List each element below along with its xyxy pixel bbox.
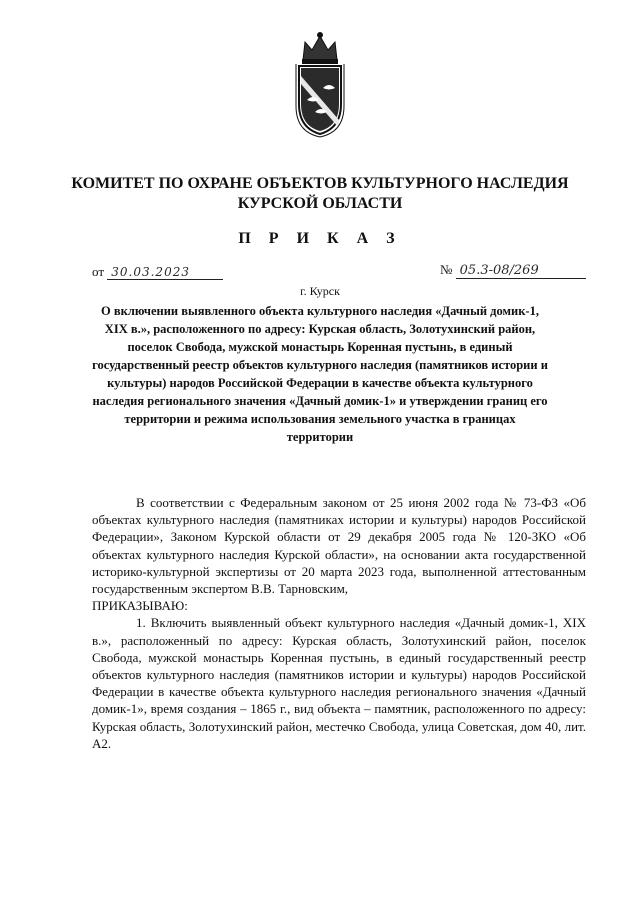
order-title: О включении выявленного объекта культурного наследия «Дачный домик-1, XIX в.», расположенного по адресу: Курская область, Золотухинский район, поселок Свобода, мужской монастырь Коренная пустынь, в единый государственный реестр объектов культурного наследия (памятников истории и культуры) народов Российской Федерации в качестве объекта культурного наследия регионального значения «Дачный домик-1» и утверждении границ его территории и режима использования земельного участка в границах территории xyxy=(92,304,548,444)
document-body xyxy=(92,494,586,752)
city: г. Курск xyxy=(300,284,340,298)
document-type: П Р И К А З xyxy=(238,230,402,247)
order-number xyxy=(440,262,586,279)
handwritten-date: 30.03.2023 xyxy=(107,265,223,280)
coat-of-arms-emblem xyxy=(293,30,347,138)
order-date xyxy=(92,264,223,280)
date-prefix: от xyxy=(92,264,105,279)
preamble-paragraph: В соответствии с Федеральным законом от 25 июня 2002 года № 73-ФЗ «Об объектах культурного наследия (памятниках истории и культуры) народов Российской Федерации», Законом Курской области от 29 декабря 2005 года № 120-ЗКО «Об объектах культурного наследия Курской области», на основании акта государственной историко-культурной экспертизы от 20 марта 2023 года, выполненной аттестованным государственным экспертом В.В. Тарновским, xyxy=(92,495,586,597)
organization-name: КОМИТЕТ ПО ОХРАНЕ ОБЪЕКТОВ КУЛЬТУРНОГО НАСЛЕДИЯ КУРСКОЙ ОБЛАСТИ xyxy=(71,175,569,212)
item-1-paragraph: 1. Включить выявленный объект культурного наследия «Дачный домик-1, XIX в.», расположенный по адресу: Курская область, Золотухинский район, поселок Свобода, мужской монастырь Коренная пустынь, в единый государственный реестр объектов культурного наследия (памятников истории и культуры) народов Российской Федерации в качестве объекта культурного наследия регионального значения «Дачный домик-1», время создания – 1865 г., вид объекта – памятник, расположенного по адресу: Курская область, Золотухинский район, местечко Свобода, улица Советская, дом 40, лит. А2. xyxy=(92,615,586,751)
number-prefix: № xyxy=(440,262,453,277)
order-word: ПРИКАЗЫВАЮ: xyxy=(92,598,188,614)
handwritten-number: 05.3-08/269 xyxy=(456,263,586,279)
